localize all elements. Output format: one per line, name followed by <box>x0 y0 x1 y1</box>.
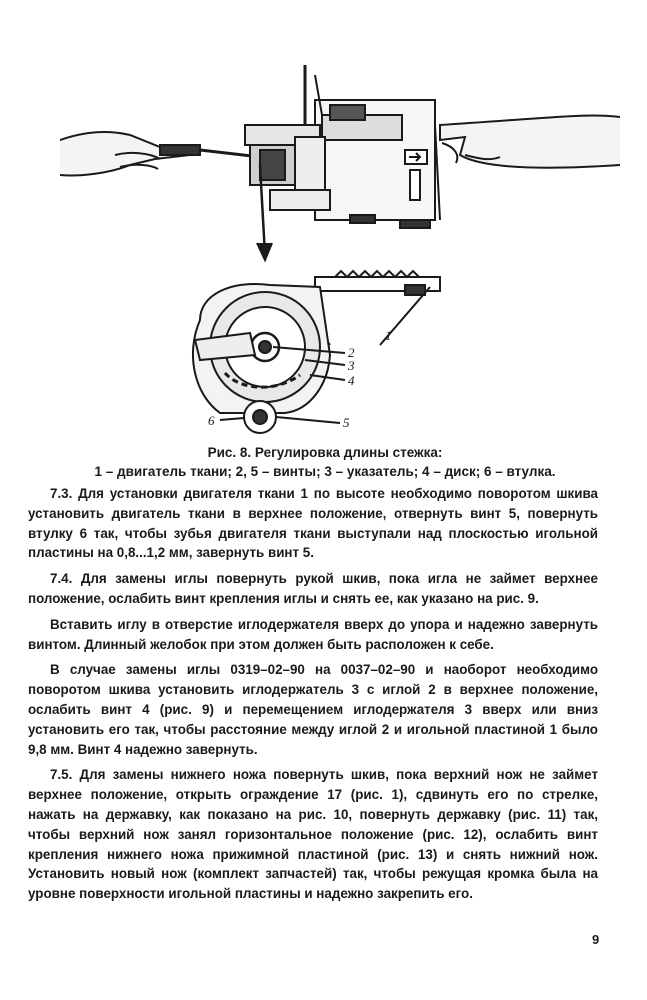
figure-8 <box>60 55 620 440</box>
caption-legend: 1 – двигатель ткани; 2, 5 – винты; 3 – указатель; 4 – диск; 6 – втулка. <box>94 464 556 479</box>
paragraph-7-4: 7.4. Для замены иглы повернуть рукой шкив, пока игла не займет верхнее положение, ослабить винт крепления иглы и снять ее, как указано на рис. 9. <box>28 571 598 606</box>
paragraph-7-5: 7.5. Для замены нижнего ножа повернуть шкив, пока верхний нож не займет верхнее положение, открыть ограждение 17 (рис. 1), сдвинуть его по стрелке, нажать на державку, как показано на рис. 10, повернуть державку (рис. 11) так, чтобы верхний нож занял горизонтальное положение (рис. 12), ослабить винт крепления нижнего ножа прижимной пластиной (рис. 13) и снять нижний нож. Установить новый нож (комплект запчастей) так, чтобы режущая кромка была на уровне поверхности игольной пластины и надежно закрепить его. <box>28 767 598 902</box>
machine-top-view <box>60 65 620 260</box>
figure-caption <box>30 443 620 481</box>
page-number: 9 <box>592 932 600 947</box>
callout-6: 6 <box>208 413 215 428</box>
callout-4: 4 <box>348 373 355 388</box>
callout-2: 2 <box>348 345 355 360</box>
paragraph-needle-insert: Вставить иглу в отверстие иглодержателя вверх до упора и надежно завернуть винтом. Длинный желобок при этом должен быть расположен к себе. <box>28 616 598 652</box>
callout-1: 1 <box>385 328 392 343</box>
stitch-regulator-diagram <box>193 271 440 433</box>
callout-3: 3 <box>348 358 355 373</box>
paragraph-7-3: 7.3. Для установки двигателя ткани 1 по высоте необходимо поворотом шкива установить двигатель ткани в верхнее положение, отвернуть винт 5, повернуть втулку 6 так, чтобы зубья двигателя ткани выступали над плоскостью игольной пластины на 0,8...1,2 мм, завернуть винт 5. <box>28 486 598 561</box>
paragraph-needle-replace: В случае замены иглы 0319–02–90 на 0037–02–90 и наоборот необходимо поворотом шкива установить иглодержатель 3 с иглой 2 в верхнее положение, ослабить винт 4 (рис. 9) и перемещением иглодержателя 3 вверх или вниз установить его так, чтобы расстояние между иглой 2 и игольной пластиной 1 было 9,8 мм. Винт 4 надежно завернуть. <box>28 662 598 757</box>
callout-5: 5 <box>343 415 350 430</box>
stitch-length-illustration <box>60 55 620 440</box>
caption-title: Рис. 8. Регулировка длины стежка: <box>207 445 443 460</box>
body-text <box>28 484 598 910</box>
